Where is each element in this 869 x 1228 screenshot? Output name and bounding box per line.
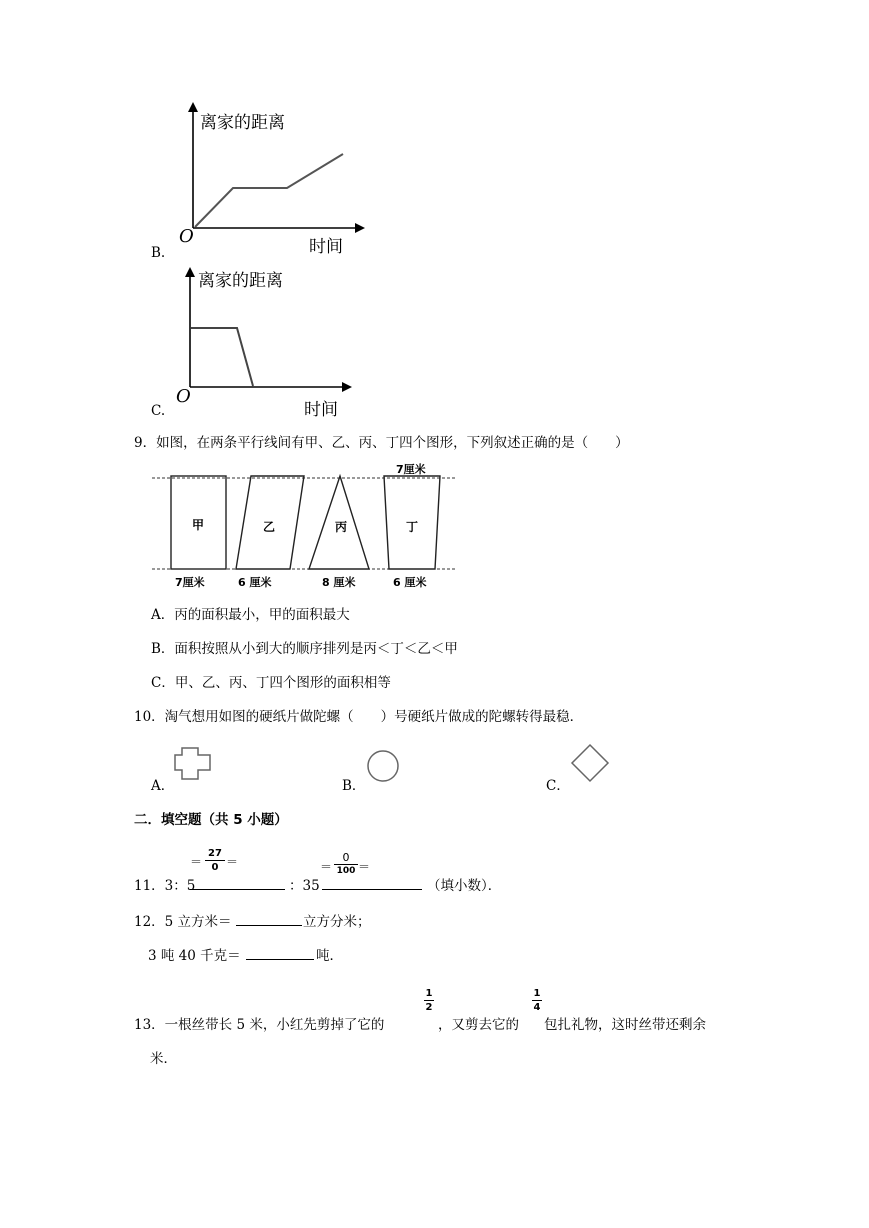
q13-part2: ，又剪去它的	[438, 1017, 519, 1033]
q11-blank-1[interactable]	[190, 889, 285, 890]
bottom-dimension-bing: 8 厘米	[322, 576, 356, 589]
shape-yi-label: 乙	[263, 520, 276, 534]
graph-c-xlabel: 时间	[304, 400, 338, 420]
graph-b-y-arrow	[188, 102, 198, 112]
q11-prefix: 11．3：5	[134, 878, 196, 894]
graph-b-xlabel: 时间	[309, 237, 343, 257]
diamond-shape-card	[568, 743, 612, 783]
q9-option-a: A．丙的面积最小，甲的面积最大	[151, 607, 350, 623]
q9-stem: 9．如图，在两条平行线间有甲、乙、丙、丁四个图形，下列叙述正确的是（ ）	[134, 435, 629, 451]
q13-fraction-a-den: 2	[425, 1002, 433, 1013]
q11-eq-2b: ＝	[358, 860, 371, 874]
q9-option-c: C．甲、乙、丙、丁四个图形的面积相等	[151, 675, 391, 691]
graph-b-origin: O	[179, 226, 194, 247]
q11-fraction-2	[334, 852, 358, 877]
q10-stem: 10．淘气想用如图的硬纸片做陀螺（ ）号硬纸片做成的陀螺转得最稳．	[134, 709, 584, 725]
q11-suffix: （填小数）．	[427, 878, 502, 894]
shape-jia-label: 甲	[192, 518, 205, 532]
q13-fraction-a-num: 1	[425, 988, 433, 999]
q11-blank-2[interactable]	[322, 889, 422, 890]
q10-option-a: A．	[151, 778, 175, 794]
option-b-label: B.	[151, 245, 166, 261]
graph-b-ylabel: 离家的距离	[200, 113, 285, 133]
section-2-title: 二．填空题（共 5 小题）	[134, 812, 288, 828]
q11-eq-1a: ＝	[190, 855, 203, 869]
q13-fraction-b-den: 4	[533, 1002, 541, 1013]
top-dimension: 7厘米	[396, 463, 426, 476]
graph-c-x-arrow	[342, 382, 352, 392]
graph-c-ylabel: 离家的距离	[198, 271, 283, 291]
q12-line2-a: 3 吨 40 千克＝	[148, 948, 241, 964]
cross-shape-card	[172, 746, 214, 782]
q11-eq-2a: ＝	[320, 860, 333, 874]
q13-fraction-b-num: 1	[533, 988, 541, 999]
bottom-dimension-yi: 6 厘米	[238, 576, 272, 589]
bottom-dimension-jia: 7厘米	[175, 576, 205, 589]
q13-part3: 包扎礼物，这时丝带还剩余	[544, 1017, 706, 1033]
q10-option-b: B．	[342, 778, 366, 794]
graph-c-line	[191, 328, 253, 386]
option-c-label: C.	[151, 403, 166, 419]
q12-line1-a: 12．5 立方米＝	[134, 914, 232, 930]
graph-c-y-arrow	[185, 267, 195, 277]
q12-blank-1[interactable]	[236, 925, 302, 926]
q12-line1-b: 立方分米；	[303, 914, 371, 930]
q12-blank-2[interactable]	[246, 959, 314, 960]
q11-fraction-1	[205, 848, 225, 873]
q13-fraction-a	[424, 988, 434, 1013]
q13-part1: 13．一根丝带长 5 米，小红先剪掉了它的	[134, 1017, 385, 1033]
q9-option-b: B．面积按照从小到大的顺序排列是丙＜丁＜乙＜甲	[151, 641, 458, 657]
q11-fraction-1-den: 0	[211, 862, 219, 873]
q13-fraction-b	[532, 988, 542, 1013]
shape-ding-label: 丁	[406, 520, 419, 534]
q10-option-c: C．	[546, 778, 570, 794]
q11-fraction-1-num: 27	[208, 848, 222, 859]
q12-line2-b: 吨．	[316, 948, 343, 964]
q11-mid: ：35	[289, 878, 320, 894]
graph-b-x-arrow	[355, 223, 365, 233]
q11-eq-1b: ＝	[226, 855, 239, 869]
q11-fraction-2-den: 100	[336, 866, 356, 876]
q11-fraction-2-num: 0	[342, 851, 350, 864]
bottom-dimension-ding: 6 厘米	[393, 576, 427, 589]
q13-line2: 米．	[150, 1051, 177, 1067]
circle-shape-card	[364, 748, 402, 784]
shape-bing-label: 丙	[335, 520, 348, 534]
graph-b-line	[195, 154, 343, 227]
graph-c-origin: O	[176, 386, 191, 407]
